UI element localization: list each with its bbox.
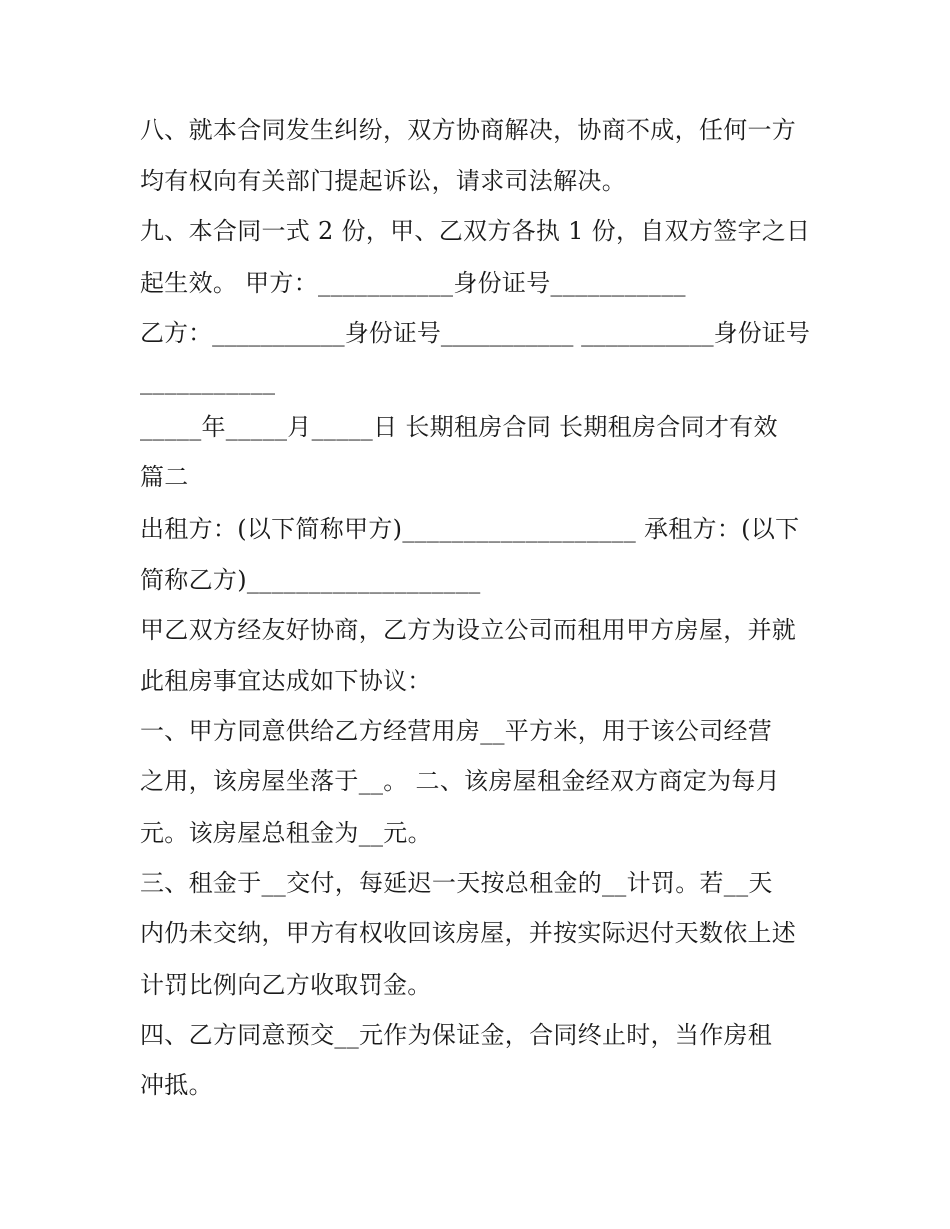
text-line: 三、租金于__交付，每延迟一天按总租金的__计罚。若__天 xyxy=(140,869,773,897)
text-line: 元。该房屋总租金为__元。 xyxy=(140,819,432,847)
text-line: 此租房事宜达成如下协议： xyxy=(140,667,432,695)
text-line: 计罚比例向乙方收取罚金。 xyxy=(140,971,432,999)
text-line: 甲乙双方经友好协商，乙方为设立公司而租用甲方房屋，并就 xyxy=(140,616,797,644)
text-line: 均有权向有关部门提起诉讼，请求司法解决。 xyxy=(140,167,626,195)
text-line: 乙方：___________身份证号___________ ___________身份证号 xyxy=(140,319,810,347)
text-line: 八、就本合同发生纠纷，双方协商解决，协商不成，任何一方 xyxy=(140,116,797,144)
text-line: 九、本合同一式 2 份，甲、乙双方各执 1 份，自双方签字之日 xyxy=(140,217,811,245)
text-line: 之用，该房屋坐落于__。 二、该房屋租金经双方商定为每月 xyxy=(140,767,781,795)
text-line: _____年_____月_____日 长期租房合同 长期租房合同才有效 xyxy=(140,413,778,441)
text-line: 一、甲方同意供给乙方经营用房__平方米，用于该公司经营 xyxy=(140,717,773,745)
text-line: 出租方：(以下简称甲方)___________________ 承租方：(以下 xyxy=(140,515,800,543)
section-heading: 篇二 xyxy=(140,463,189,491)
text-line: 内仍未交纳，甲方有权收回该房屋，并按实际迟付天数依上述 xyxy=(140,919,797,947)
text-line: 简称乙方)___________________ xyxy=(140,566,481,594)
text-line: ___________ xyxy=(140,367,276,395)
text-line: 起生效。 甲方：___________身份证号___________ xyxy=(140,269,686,297)
text-line: 四、乙方同意预交__元作为保证金，合同终止时，当作房租 xyxy=(140,1021,773,1049)
text-line: 冲抵。 xyxy=(140,1071,213,1099)
